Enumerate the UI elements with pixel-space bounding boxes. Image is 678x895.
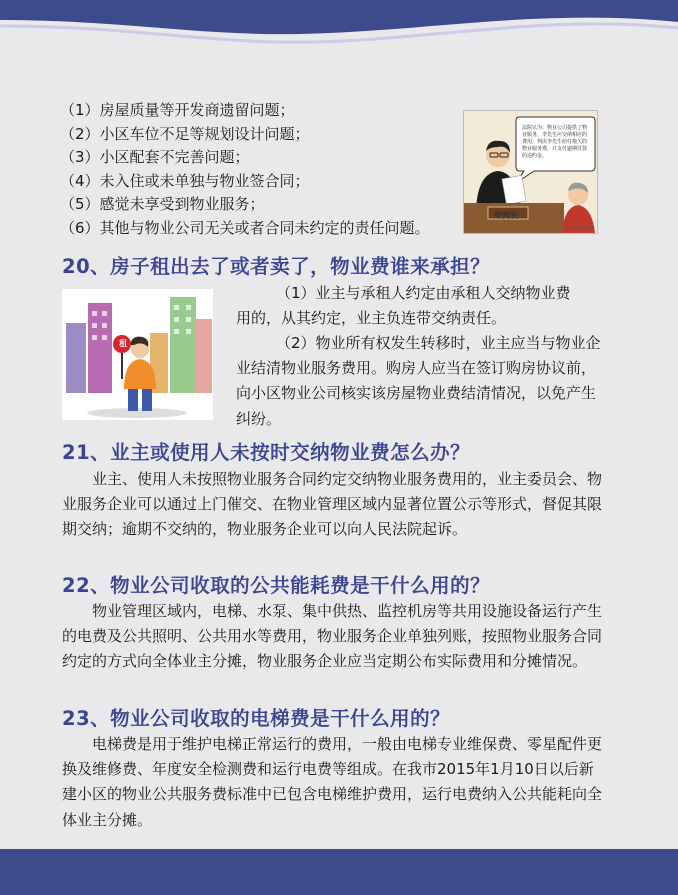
list-item: （5）感觉未享受到物业服务； [60,195,265,213]
buildings-icon [62,289,213,420]
list-item: （6）其他与物业公司无关或者合同未约定的责任问题。 [60,218,430,237]
q20-para1 [236,281,606,331]
list-item: （2）小区车位不足等规划设计问题； [60,124,310,143]
issue-list [60,99,460,240]
rental-house-illustration [62,289,213,420]
q20-para1-line2: 用的，从其约定，业主负连带交纳责任。 [236,309,507,328]
q23-body [62,732,606,833]
q20-para2 [236,331,602,432]
q23-body-text: 电梯费是用于维护电梯正常运行的费用，一般由电梯专业维保费、零星配件更换及维修费、年度安全检测费和运行电费等组成。在我市2015年1月10日以后新建小区的物业公共服务费标准中已包含电梯维护费用，运行电费纳入公共能耗向全体业主分摊。 [62,735,603,829]
q20-para2-line1: （2）物业所有权发生转移时，业主应当与 [276,334,556,352]
court-illustration [463,110,598,234]
q21-body [62,467,606,543]
list-item: （4）未入住或未单独与物业签合同； [60,171,310,190]
heading-q20: 20、房子租出去了或者卖了，物业费谁来承担？ [62,255,491,278]
image-caption: 物业管理服务 [564,226,595,232]
heading-q21: 21、业主或使用人未按时交纳物业费怎么办？ [62,441,471,464]
bottom-decorative-band [0,849,678,895]
q20-para1-line1: （1）业主与承租人约定由承租人交纳物业费 [276,284,571,302]
top-decorative-band [0,0,678,60]
q21-body-text: 业主、使用人未按照物业服务合同约定交纳物业服务费用的，业主委员会、物业服务企业可以通过上门催交、在物业管理区域内显著位置公示等形式，督促其限期交纳；逾期不交纳的，物业服务企业可以向人民法院起诉。 [62,470,603,539]
q22-body-text: 物业管理区域内，电梯、水泵、集中供热、监控机房等共用设施设备运行产生的电费及公共照明、公共用水等费用，物业服务企业单独列账，按照物业服务合同约定的方式向全体业主分摊，物业服务企业应当定期公布实际费用和分摊情况。 [62,602,603,671]
list-item: （3）小区配套不完善问题； [60,148,250,166]
heading-q23: 23、物业公司收取的电梯费是干什么用的？ [62,707,451,730]
heading-q22: 22、物业公司收取的公共能耗费是干什么用的？ [62,574,491,597]
q22-body [62,599,606,675]
list-item: （1）房屋质量等开发商遗留问题； [60,101,295,119]
q20-para2-rest: 物业企业结清物业服务费用。购房人应当在签订购房协议前，向小区物业公司核实该房屋物业费结清情况，以免产生纠纷。 [236,334,601,428]
judge-sign: 审判长 [494,211,518,220]
speech-bubble-text: 法院认为：物业公司提供了物业服务，李先生应交纳相应的费用，判决李先生给付拖欠的物业服务费，并支付逾期付款的违约金。 [522,125,588,159]
rent-badge: 租 [119,339,127,348]
